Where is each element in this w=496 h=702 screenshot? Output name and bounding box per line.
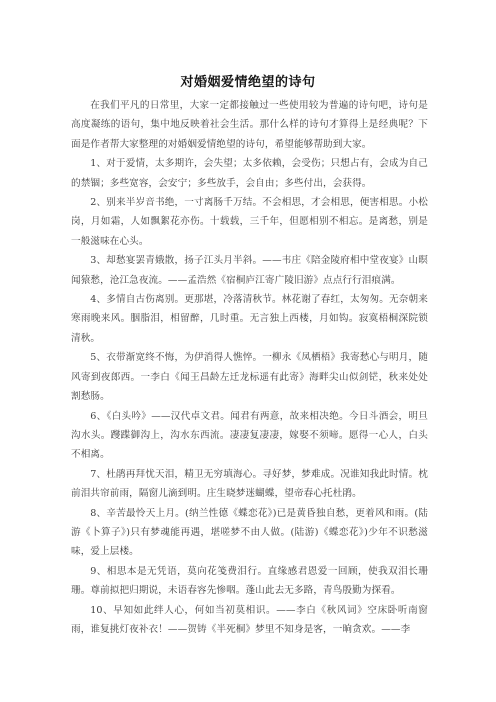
paragraph-1: 1、对于爱情，太多期许，会失望；太多依赖，会受伤；只想占有，会成为自己的禁锢；多些宽容，会安宁；多些放手，会自由；多些付出，会获得。	[71, 158, 428, 189]
paragraph-4: 4、多情自古伤离别。更那堪，冷落清秋节。林花谢了春红，太匆匆。无奈朝来寒雨晚来风。胭脂泪，相留醉，几时重。无言独上西楼，月如钩。寂寞梧桐深院锁清秋。	[71, 294, 428, 344]
document-title: 对婚姻爱情绝望的诗句	[180, 75, 316, 90]
paragraph-5: 5、衣带渐宽终不悔，为伊消得人憔悴。一柳永《凤栖梧》我寄愁心与明月，随风寄到夜郎西。一李白《闻王昌龄左迁龙标遥有此寄》海畔尖山似剑铓，秋来处处割愁肠。	[71, 352, 428, 403]
document-body	[71, 96, 428, 639]
paragraph-7: 7、杜鹃再拜忧天泪，精卫无穷填海心。寻好梦，梦难成。况谁知我此时情。枕前泪共帘前雨，隔窗儿滴到明。庄生晓梦迷蝴蝶，望帝春心托杜鹃。	[71, 468, 428, 500]
paragraph-6: 6、《白头吟》——汉代卓文君。闻君有两意，故来相决绝。今日斗酒会，明旦沟水头。躞蹀御沟上，沟水东西流。凄凄复凄凄，嫁娶不须啼。愿得一心人，白头不相离。	[71, 410, 428, 461]
paragraph-3: 3、却愁宴罢青娥散，扬子江头月半斜。——韦庄《陪金陵府相中堂夜宴》山暝闻猿愁，沧江急夜流。——孟浩然《宿桐庐江寄广陵旧游》点点行行泪痕满。	[71, 255, 428, 286]
paragraph-10: 10、早知如此绊人心，何如当初莫相识。——李白《秋风词》空床卧听南窗雨，谁复挑灯夜补衣！——贺铸《半死桐》梦里不知身是客，一晌贪欢。——李	[71, 604, 428, 635]
paragraph-9: 9、相思本是无凭语，莫向花笺费泪行。直缘感君恩爱一回顾，使我双泪长珊珊。尊前拟把归期说，未语春容先惨咽。蓬山此去无多路，青鸟殷勤为探看。	[71, 565, 428, 597]
paragraph-2: 2、别来半岁音书绝，一寸离肠千万结。不会相思，才会相思，便害相思。小松岗，月如霜，人如飘絮花亦伤。十载载，三千年，但愿相别不相忘。是离愁，别是一般滋味在心头。	[71, 197, 428, 247]
intro-paragraph: 在我们平凡的日常里，大家一定都接触过一些使用较为普遍的诗句吧，诗句是高度凝练的语句，集中地反映着社会生活。那什么样的诗句才算得上是经典呢？下面是作者帮大家整理的对婚姻爱情绝望的诗句，希望能够帮助到大家。	[71, 100, 428, 150]
paragraph-8: 8、辛苦最怜天上月。(纳兰性德《蝶恋花》)已是黄昏独自愁，更着风和雨。(陆游《卜算子》)只有梦魂能再遇，堪嗟梦不由人做。(陆游)《蝶恋花》)少年不识愁滋味，爱上层楼。	[71, 507, 428, 558]
